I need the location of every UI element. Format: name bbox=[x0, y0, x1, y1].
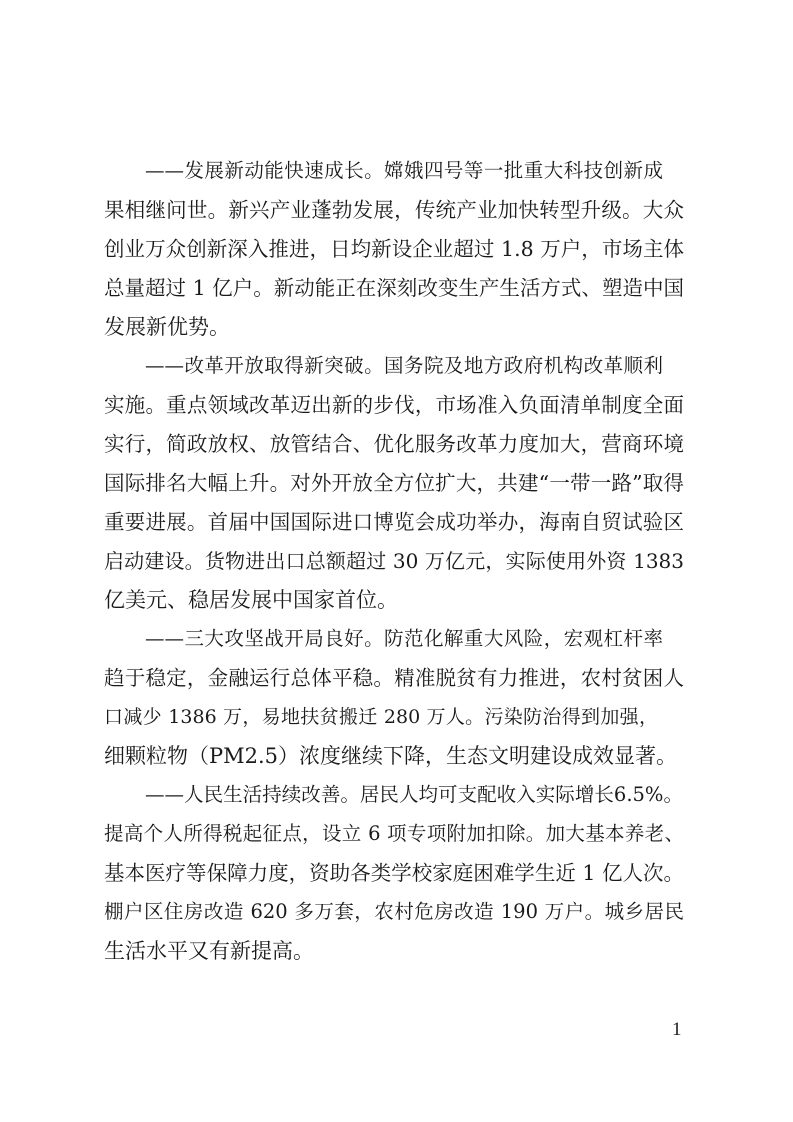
text-line: 提高个人所得税起征点，设立 6 项专项附加扣除。加大基本养老、 bbox=[104, 822, 684, 845]
text-line: 基本医疗等保障力度，资助各类学校家庭困难学生近 1 亿人次。 bbox=[104, 861, 684, 885]
text-line: 重要进展。首届中国国际进口博览会成功举办，海南自贸试验区 bbox=[104, 510, 684, 534]
text-line: 亿美元、稳居发展中国家首位。 bbox=[104, 588, 398, 612]
text-line: 发展新优势。 bbox=[104, 315, 230, 339]
text-line: 启动建设。货物进出口总额超过 30 万亿元，实际使用外资 1383 bbox=[104, 549, 684, 573]
text-line: 细颗粒物（PM2.5）浓度继续下降，生态文明建设成效显著。 bbox=[104, 744, 678, 768]
text-line: ——改革开放取得新突破。国务院及地方政府机构改革顺利 bbox=[145, 354, 663, 377]
text-line: 创业万众创新深入推进，日均新设企业超过 1.8 万户，市场主体 bbox=[104, 237, 684, 261]
text-line: 口减少 1386 万，易地扶贫搬迁 280 万人。污染防治得到加强， bbox=[104, 706, 658, 728]
text-line: ——发展新动能快速成长。嫦娥四号等一批重大科技创新成 bbox=[145, 159, 663, 182]
text-line: ——人民生活持续改善。居民人均可支配收入实际增长6.5%。 bbox=[145, 783, 683, 806]
text-line: 实行，简政放权、放管结合、优化服务改革力度加大，营商环境 bbox=[104, 432, 684, 456]
text-line: 果相继问世。新兴产业蓬勃发展，传统产业加快转型升级。大众 bbox=[104, 198, 684, 222]
page-number: 1 bbox=[672, 1019, 682, 1040]
text-line: 实施。重点领域改革迈出新的步伐，市场准入负面清单制度全面 bbox=[104, 393, 684, 417]
text-line: 国际排名大幅上升。对外开放全方位扩大，共建“一带一路”取得 bbox=[104, 471, 684, 495]
text-line: 趋于稳定，金融运行总体平稳。精准脱贫有力推进，农村贫困人 bbox=[104, 666, 684, 690]
text-line: 生活水平又有新提高。 bbox=[104, 939, 314, 963]
text-line: ——三大攻坚战开局良好。防范化解重大风险，宏观杠杆率 bbox=[145, 627, 663, 650]
text-line: 总量超过 1 亿户。新动能正在深刻改变生产生活方式、塑造中国 bbox=[104, 276, 684, 300]
text-line: 棚户区住房改造 620 多万套，农村危房改造 190 万户。城乡居民 bbox=[104, 900, 684, 923]
